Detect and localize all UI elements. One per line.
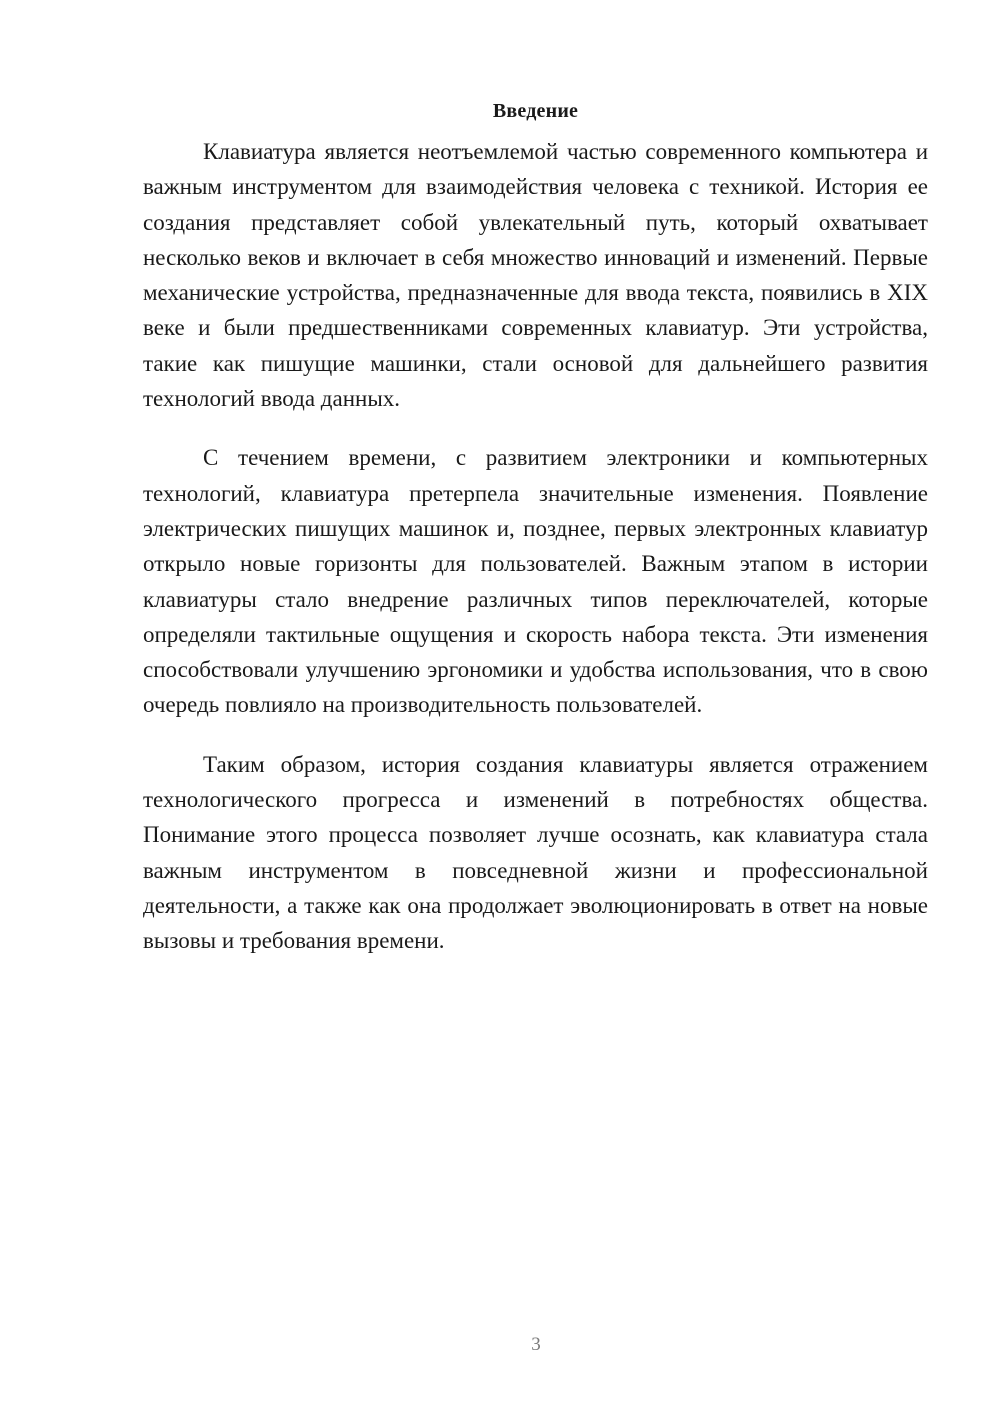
page-content [143,96,928,983]
paragraph-2: С течением времени, с развитием электроники и компьютерных технологий, клавиатура претерпела значительные изменения. Появление электрических пишущих машинок и, позднее, первых электронных клавиатур открыло новые горизонты для пользователей. Важным этапом в истории клавиатуры стало внедрение различных типов переключателей, которые определяли тактильные ощущения и скорость набора текста. Эти изменения способствовали улучшению эргономики и удобства использования, что в свою очередь повлияло на производительность пользователей. [143,445,928,718]
page-number: 3 [531,1334,541,1355]
paragraph-3: Таким образом, история создания клавиатуры является отражением технологического прогресса и изменений в потребностях общества. Понимание этого процесса позволяет лучше осознать, как клавиатура стала важным инструментом в повседневной жизни и профессиональной деятельности, а также как она продолжает эволюционировать в ответ на новые вызовы и требования времени. [143,751,928,954]
paragraph-1: Клавиатура является неотъемлемой частью современного компьютера и важным инструментом для взаимодействия человека с техникой. История ее создания представляет собой увлекательный путь, который охватывает несколько веков и включает в себя множество инноваций и изменений. Первые механические устройства, предназначенные для ввода текста, появились в XIX веке и были предшественниками современных клавиатур. Эти устройства, такие как пишущие машинки, стали основой для дальнейшего развития технологий ввода данных. [143,139,928,412]
section-title: Введение [492,100,579,122]
